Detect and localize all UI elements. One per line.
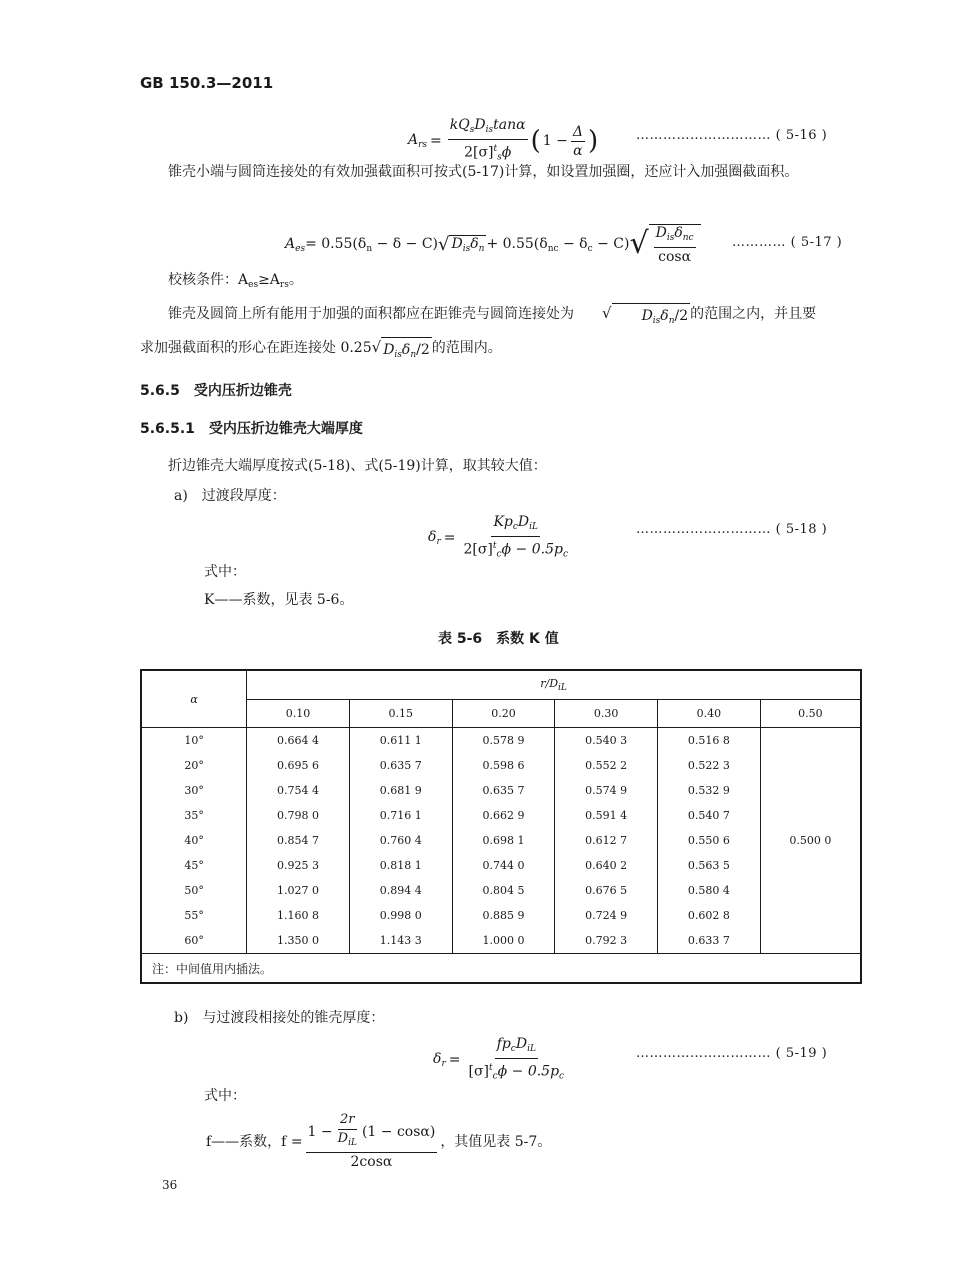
alpha-cell: 20° xyxy=(141,753,247,778)
alpha-cell: 40° xyxy=(141,828,247,853)
value-cell: 0.804 5 xyxy=(452,878,555,903)
value-cell: 0.574 9 xyxy=(555,778,658,803)
value-cell: 0.602 8 xyxy=(658,903,761,928)
value-cell: 0.611 1 xyxy=(349,728,452,754)
table-row xyxy=(141,753,861,778)
table-row xyxy=(141,728,861,754)
eq-fraction: $\frac{kQ_sD_{is}\tan\alpha}{2[\sigma]^t_s\phi}$ xyxy=(449,117,526,163)
value-cell: 0.792 3 xyxy=(555,928,658,954)
table-row xyxy=(141,903,861,928)
value-cell: 0.640 2 xyxy=(555,853,658,878)
section-heading-5-6-5-1: 5.6.5.1 受内压折边锥壳大端厚度 xyxy=(140,421,363,437)
value-cell: 0.633 7 xyxy=(658,928,761,954)
value-cell: 0.522 3 xyxy=(658,753,761,778)
paragraph-reinforcement-range: 锥壳及圆筒上所有能用于加强的面积都应在距锥壳与圆筒连接处为 √ $D_{is}\delta_n/2$ 的范围之内，并且要 xyxy=(140,302,880,333)
alpha-cell: 50° xyxy=(141,878,247,903)
value-cell: 1.350 0 xyxy=(247,928,350,954)
section-heading-5-6-5: 5.6.5 受内压折边锥壳 xyxy=(140,383,292,399)
table-row xyxy=(141,803,861,828)
paragraph-check-condition: 校核条件：$A_{es}\ge A_{rs}$。 xyxy=(168,272,303,290)
list-item-b: b) 与过渡段相接处的锥壳厚度： xyxy=(174,1010,385,1026)
value-cell: 1.027 0 xyxy=(247,878,350,903)
table-row xyxy=(141,878,861,903)
table-row xyxy=(141,928,861,954)
table-row xyxy=(141,828,861,853)
equation-number-5-19: ………………………… ( 5-19 ) xyxy=(636,1046,828,1061)
value-cell: 0.760 4 xyxy=(349,828,452,853)
value-cell: 0.798 0 xyxy=(247,803,350,828)
value-cell: 0.681 9 xyxy=(349,778,452,803)
document-header: GB 150.3—2011 xyxy=(140,74,274,92)
k-definition: K——系数，见表 5-6。 xyxy=(204,592,354,608)
value-cell: 0.540 7 xyxy=(658,803,761,828)
table-title: 表 5-6 系数 K 值 xyxy=(438,631,559,647)
column-header: 0.30 xyxy=(555,700,658,728)
alpha-cell: 45° xyxy=(141,853,247,878)
value-cell: 0.578 9 xyxy=(452,728,555,754)
merged-value-cell: 0.500 0 xyxy=(789,834,832,847)
equation-5-17: $A_{es}$ = $0.55(\delta_n - \delta - C)$ √ $D_{is}\delta_n$ + $0.55(\delta_{nc} - \delta_c - C)$ √ $\frac{D_{is}\delta_{nc}}{\cos\alpha}$ xyxy=(285,224,701,265)
paragraph-thickness-method: 折边锥壳大端厚度按式(5-18)、式(5-19)计算，取其较大值： xyxy=(168,458,547,474)
equation-number-5-18: ………………………… ( 5-18 ) xyxy=(636,522,828,537)
value-cell: 0.754 4 xyxy=(247,778,350,803)
value-cell: 0.550 6 xyxy=(658,828,761,853)
paragraph-centroid-range: 求加强截面积的形心在距连接处 0.25 √ $D_{is}\delta_n/2$ 的范围内。 xyxy=(140,336,502,367)
value-cell: 0.664 4 xyxy=(247,728,350,754)
coefficient-k-table xyxy=(140,669,862,984)
alpha-cell: 35° xyxy=(141,803,247,828)
equation-number-5-16: ………………………… ( 5-16 ) xyxy=(636,128,828,143)
alpha-header: α xyxy=(141,670,247,728)
value-cell: 0.716 1 xyxy=(349,803,452,828)
value-cell: 0.635 7 xyxy=(452,778,555,803)
list-item-a: a) 过渡段厚度： xyxy=(174,488,286,504)
value-cell: 0.885 9 xyxy=(452,903,555,928)
value-cell: 0.698 1 xyxy=(452,828,555,853)
value-cell: 0.724 9 xyxy=(555,903,658,928)
value-cell: 0.532 9 xyxy=(658,778,761,803)
value-cell: 1.143 3 xyxy=(349,928,452,954)
table-row xyxy=(141,853,861,878)
equation-number-5-17: ………… ( 5-17 ) xyxy=(732,235,843,250)
table-note: 注：中间值用内插法。 xyxy=(141,954,861,984)
value-cell: 0.998 0 xyxy=(349,903,452,928)
eq-lhs: $A_{rs}$ xyxy=(408,132,428,151)
sqrt-term-1: √ $D_{is}\delta_n$ xyxy=(438,233,485,255)
column-header: 0.10 xyxy=(247,700,350,728)
alpha-cell: 30° xyxy=(141,778,247,803)
value-cell: 0.540 3 xyxy=(555,728,658,754)
value-cell: 0.598 6 xyxy=(452,753,555,778)
column-header: 0.15 xyxy=(349,700,452,728)
alpha-cell: 60° xyxy=(141,928,247,954)
value-cell: 0.676 5 xyxy=(555,878,658,903)
value-cell: 0.591 4 xyxy=(555,803,658,828)
value-cell: 0.854 7 xyxy=(247,828,350,853)
alpha-cell: 55° xyxy=(141,903,247,928)
value-cell: 1.000 0 xyxy=(452,928,555,954)
value-cell: 0.635 7 xyxy=(349,753,452,778)
value-cell: 0.925 3 xyxy=(247,853,350,878)
value-cell: 0.516 8 xyxy=(658,728,761,754)
value-cell: 0.662 9 xyxy=(452,803,555,828)
equation-5-18: $\delta_r$ = $\frac{Kp_cD_{iL}}{2[\sigma]^t_c\phi - 0.5p_c}$ xyxy=(428,514,568,560)
equation-5-19: $\delta_r$ = $\frac{fp_cD_{iL}}{[\sigma]^t_c\phi - 0.5p_c}$ xyxy=(433,1036,565,1082)
value-cell: 0.744 0 xyxy=(452,853,555,878)
table-row xyxy=(141,778,861,803)
where-label-1: 式中： xyxy=(204,564,246,580)
column-header: 0.20 xyxy=(452,700,555,728)
value-cell: 0.612 7 xyxy=(555,828,658,853)
value-cell: 1.160 8 xyxy=(247,903,350,928)
column-header: 0.50 xyxy=(760,700,861,728)
value-cell: 0.818 1 xyxy=(349,853,452,878)
value-cell: 0.552 2 xyxy=(555,753,658,778)
page-number: 36 xyxy=(162,1178,178,1192)
sqrt-term-2: √ $\frac{D_{is}\delta_{nc}}{\cos\alpha}$ xyxy=(629,224,700,265)
alpha-cell: 10° xyxy=(141,728,247,754)
value-cell: 0.695 6 xyxy=(247,753,350,778)
paragraph-effective-area: 锥壳小端与圆筒连接处的有效加强截面积可按式(5-17)计算，如设置加强圈，还应计入加强圈截面积。 xyxy=(168,164,799,180)
ratio-group-header: $r/D_{iL}$ xyxy=(247,670,861,700)
where-label-2: 式中： xyxy=(204,1088,246,1104)
equation-5-16: $A_{rs}$ = $\frac{kQ_sD_{is}\tan\alpha}{2[\sigma]^t_s\phi}$ ( 1 − $\frac{\Delta}{\alpha}$ ) xyxy=(408,117,598,166)
column-header: 0.40 xyxy=(658,700,761,728)
f-definition: f——系数，f = 1 − $\frac{2r}{D_{iL}}$ (1 − cosα) 2cosα ，其值见表 5-7。 xyxy=(206,1112,552,1170)
value-cell: 0.894 4 xyxy=(349,878,452,903)
value-cell: 0.563 5 xyxy=(658,853,761,878)
value-cell: 0.580 4 xyxy=(658,878,761,903)
